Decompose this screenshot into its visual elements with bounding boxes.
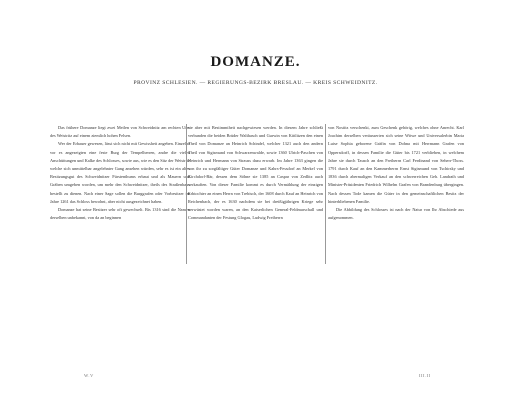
paragraph: sie aber mit Bestimmtheit nachgewiesen werden. In diesem Jahre schließt verbunden die beiden Brüder Walthasch und Gurwin von Kittlitzen den einen Theil von Domanze an Heinrich Schindel, welcher 1321 auch den andern Theil von Sigismund von Schwarzenwalde, sowie 1360 Ulrich-Paschen von Heinrich und Hermann von Strauss dazu erwarb. Im Jahre 1363 gingen die von ihr zu sorgfältiger Güter Domanze und Kahrs-Fessdorf an Merkel von Kirchdorf-Bär, dessen dem Söhne sie 1385 an Caspar von Zedlitz auch verkauften. Von dieser Familie kommt es durch Vermählung der einzigen Erbtochter an einen Herrn von Trebisch, der 1608 durch Kauf an Heinrich von Reichenbach, der es 1630 nachdem sie bei dreißigjährigen Kriege sehr verwüstet worden waren, an den Kaiserlichen General-Feldmarschall und Commandanten der Festung Glogau, Ludwig Freiherrn [188, 125, 323, 221]
folio-right: III.II [419, 373, 431, 378]
text-column-3 [328, 124, 464, 264]
paragraph: Das frühere Domanze liegt zwei Meilen von Schweidnitz am rechten Ufer des Weistritz auf einem ziemlich hohen Felsen. [50, 125, 190, 139]
paragraph: Wer der Erbauer gewesen, lässt sich nicht mit Gewissheit angeben. Einzelne vor es angezeigten eine feste Burg der Tempelherren, andre die vielen Anschüttungen und Kalke des Schlosses, sowie aus, wie es den Sitz der Weistritz welche sich unmittelbar angelehnter Gang ansehen würden, sehr es ist ein altes Besitzungsgut des Schweidnitzer Fürstenthums erbaut und als Mauern und Gräben umgeben worden, um mehr den Schweidnitzer, theils des Straßenbaus bestellt zu dienen. Nach einer Sage sollen die Burggrafen oder Vorbesitzer im Jahre 1261 das Schloss bewohnt, aber nicht ausgezeichnet haben. [50, 141, 190, 204]
page-subtitle: PROVINZ SCHLESIEN. — REGIERUNGS-BEZIRK BRESLAU. — KREIS SCHWEIDNITZ. [133, 80, 378, 86]
paragraph: Domanze hat seine Besitzer sehr oft gewechselt. Bis 1316 sind die Namen derselben unbekannt, von da an beginnen [50, 207, 190, 221]
column-divider [325, 124, 326, 264]
text-column-1 [50, 124, 190, 264]
folio-left: W.V [84, 373, 94, 378]
paragraph: Die Abbildung des Schlosses ist nach der Natur von Ihr Abschiede aus aufgenommen. [328, 207, 464, 221]
page-title: DOMANZE. [210, 54, 301, 70]
paragraph: von Nostitz verschenkt, zum Geschenk gehörig, welches ohne Anrecht. Karl Joachim derselben veräusserten sich seine Witwe und Universalerbin Maria Luise Sophia geborene Gräfin von Dohna mit Herrmann Grafen von Oppersdorff, in dessen Familie die Güter bis 1721 verblieben, in welchem Jahre sie durch Tausch an den Freiherrn Carl Ferdinand von Seherr-Thoss. 1791 durch Kauf an den Kammerherrn Ernst Sigismund von Tschirsky und 1836 durch abermaligen Verkauf an den schwerreichen Geh. Landrath und Minister-Präsidenten Friedrich Wilhelm Grafen von Brandenburg übergingen. Nach dessen Tode kamen die Güter in den gemeinschaftlichen Besitz der hinterbliebenen Familie. [328, 125, 464, 204]
text-column-2 [188, 124, 323, 264]
column-divider [186, 124, 187, 264]
